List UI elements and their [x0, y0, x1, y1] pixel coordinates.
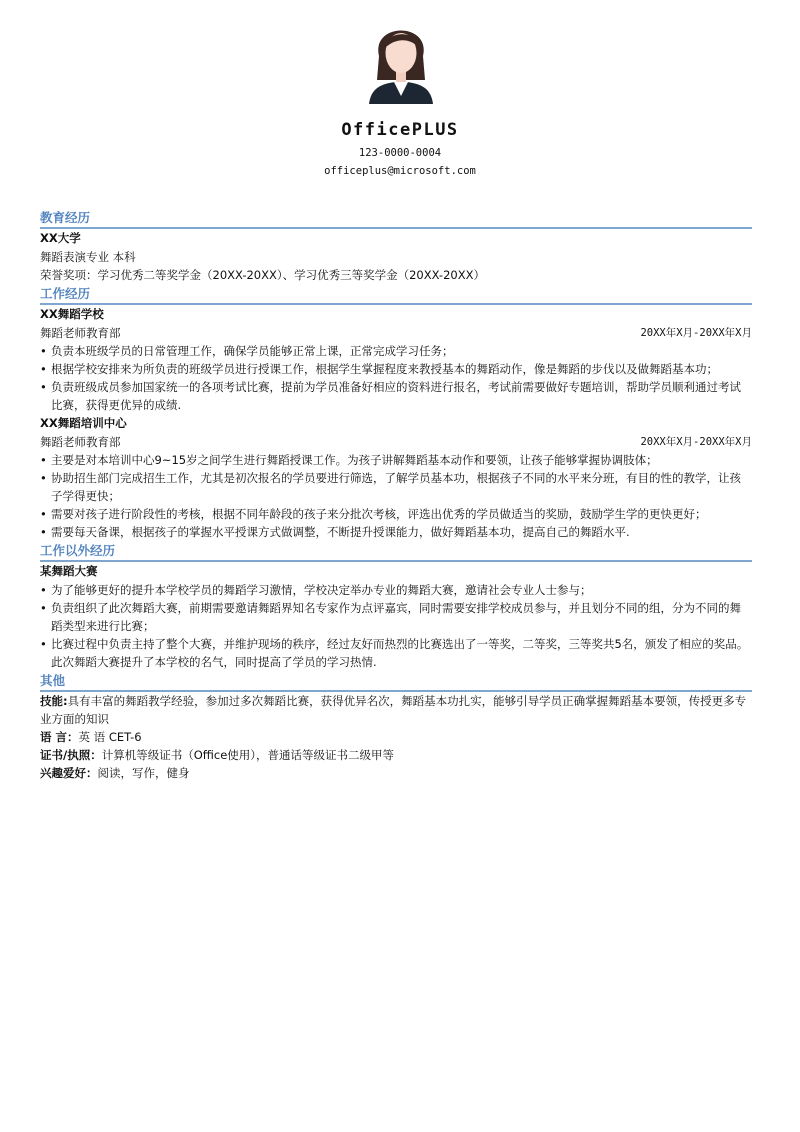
company-name: XX舞蹈培训中心	[40, 416, 127, 430]
hobby-line	[40, 764, 752, 782]
job-role-row	[40, 433, 752, 451]
job-role: 舞蹈老师教育部	[40, 435, 121, 449]
list-item: • 负责班级成员参加国家统一的各项考试比赛，提前为学员准备好相应的资料进行报名，考试前需要做好专题培训，帮助学员顺利通过考试比赛，获得更优异的成绩.	[40, 378, 752, 414]
hobby-text: 阅读，写作，健身	[97, 766, 190, 780]
skills-label: 技能:	[40, 694, 68, 708]
list-item: • 主要是对本培训中心9~15岁之间学生进行舞蹈授课工作。为孩子讲解舞蹈基本动作和要领，让孩子能够掌握协调肢体；	[40, 451, 752, 469]
job-role-row	[40, 324, 752, 342]
certificate-text: 计算机等级证书（Office使用），普通话等级证书二级甲等	[101, 748, 395, 762]
job-date: 20XX年X月-20XX年X月	[640, 327, 752, 339]
honors: 荣誉奖项：学习优秀二等奖学金（20XX-20XX）、学习优秀三等奖学金（20XX-20XX）	[40, 268, 485, 282]
list-item: • 比赛过程中负责主持了整个大赛，并维护现场的秩序，经过友好而热烈的比赛选出了一等奖，二等奖，三等奖共5名，颁发了相应的奖品。此次舞蹈大赛提升了本学校的名气，同时提高了学员的学习热情.	[40, 635, 752, 671]
certificate-line	[40, 746, 752, 764]
list-item: • 根据学校安排来为所负责的班级学员进行授课工作，根据学生掌握程度来教授基本的舞蹈动作，像是舞蹈的步伐以及做舞蹈基本功；	[40, 360, 752, 378]
section-title-extra: 工作以外经历	[40, 543, 752, 562]
language-text: 英 语 CET-6	[78, 730, 142, 744]
section-title-other: 其他	[40, 673, 752, 692]
job-date: 20XX年X月-20XX年X月	[640, 436, 752, 448]
list-item: • 需要对孩子进行阶段性的考核，根据不同年龄段的孩子来分批次考核，评选出优秀的学员做适当的奖励，鼓励学生学的更快更好；	[40, 505, 752, 523]
list-item: • 负责组织了此次舞蹈大赛，前期需要邀请舞蹈界知名专家作为点评嘉宾，同时需要安排学校成员参与，并且划分不同的组，分为不同的舞蹈类型来进行比赛；	[40, 599, 752, 635]
company-name: XX舞蹈学校	[40, 307, 104, 321]
email-address: officeplus@microsoft.com	[324, 165, 476, 177]
language-label: 语 言：	[40, 730, 79, 744]
education-section	[40, 210, 752, 284]
certificate-label: 证书/执照：	[40, 748, 102, 762]
list-item: • 协助招生部门完成招生工作，尤其是初次报名的学员要进行筛选，了解学员基本功，根据孩子不同的水平来分班，有目的性的教学，让孩子学得更快；	[40, 469, 752, 505]
list-item: • 需要每天备课，根据孩子的掌握水平授课方式做调整，不断提升授课能力，做好舞蹈基本功，提高自己的舞蹈水平.	[40, 523, 752, 541]
skills-text: 具有丰富的舞蹈教学经验，参加过多次舞蹈比赛，获得优异名次，舞蹈基本功扎实，能够引导学员正确掌握舞蹈基本要领，传授更多专业方面的知识	[40, 694, 747, 726]
job-role: 舞蹈老师教育部	[40, 326, 121, 340]
list-item: • 负责本班级学员的日常管理工作，确保学员能够正常上课，正常完成学习任务；	[40, 342, 752, 360]
event-list	[40, 581, 752, 671]
extra-experience-section	[40, 543, 752, 671]
skills-line	[40, 692, 752, 728]
other-section	[40, 673, 752, 782]
list-item: • 为了能够更好的提升本学校学员的舞蹈学习激情，学校决定举办专业的舞蹈大赛，邀请社会专业人士参与；	[40, 581, 752, 599]
candidate-name: OfficePLUS	[341, 120, 459, 140]
resume-content	[40, 210, 752, 784]
language-line	[40, 728, 752, 746]
hobby-label: 兴趣爱好：	[40, 766, 98, 780]
school-name: XX大学	[40, 231, 81, 245]
section-title-work: 工作经历	[40, 286, 752, 305]
job-duties-list	[40, 451, 752, 541]
job-duties-list	[40, 342, 752, 414]
event-name: 某舞蹈大赛	[40, 564, 98, 578]
section-title-education: 教育经历	[40, 210, 752, 229]
phone-number: 123-0000-0004	[358, 147, 442, 159]
major-degree: 舞蹈表演专业 本科	[40, 250, 136, 264]
person-avatar-icon	[365, 12, 437, 104]
work-section	[40, 286, 752, 541]
